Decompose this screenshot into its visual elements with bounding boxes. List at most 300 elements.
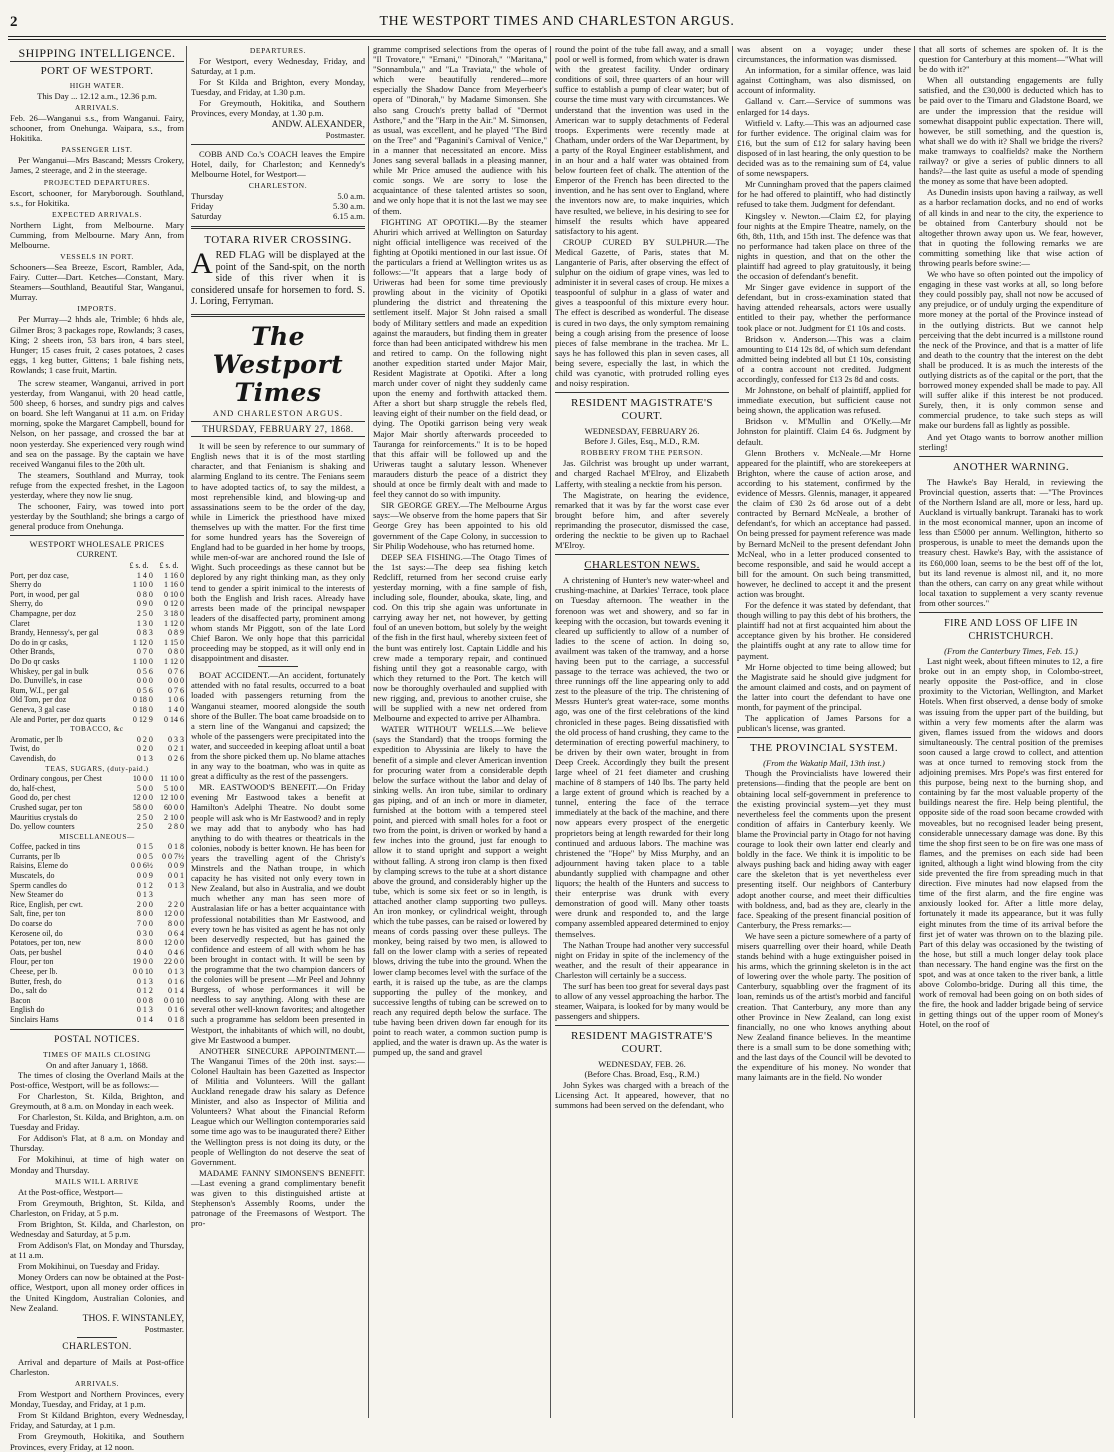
arrivals-head: ARRIVALS. [74, 103, 120, 113]
price-value: 1 10 0 [132, 580, 153, 590]
article-text: For the defence it was stated by defendant, that though willing to pay this debt of his brothers, the plaintiff had not at first acquainted him about the acceptance given by his brother. He considered the plaintiffs ought at any rate to allow time for payment. [737, 600, 911, 661]
column-1 [10, 44, 184, 1452]
price-value: 0 10 0 [164, 589, 184, 599]
price-value: 1 0 6 [168, 695, 184, 705]
shipping-news: The steamers, Southland and Murray, took refuge from the expected freshet, in the Lagoon yesterday, where they now lie snug. [10, 469, 184, 500]
price-value: 8 0 0 [168, 919, 184, 929]
price-row [10, 735, 184, 745]
price-row [10, 609, 184, 619]
price-value: 12 0 0 [132, 793, 153, 803]
leader-text: MR. EASTWOOD'S BENEFIT.—On Friday evening Mr Eastwood takes a benefit at Hamilton's Adelphi Theatre. No doubt some people will ask who is Mr Eastwood? and in reply we may add that to anybody who has had anything to do with theatres or theatricals in the colonies, nobody is better known. He has been for years the travelling agent of the Christy's Minstrels and the Nathan troupe, in which capacity he has visited not only every town in New Zealand, but also in Australia, and we doubt much whether any man has seen more of Australasian life or has a better acquaintance with professional notabilities than Mr Eastwood, and every town he has visited as agent he has not only been deservedly respected, but has gained the confidence and esteem of all with whom he has been brought in contact with. It will be seen by the programme that the two champion dancers of the colonies will be present —Mr Peel and Johnny Burgess, of whose performances it will be needless to say anything. Along with these are several other well-known favorites; and altogether such a programme has seldom been presented in Westport, the inhabitants of which will, no doubt, give Mr Eastwood a bumper. [191, 782, 365, 1045]
price-value: 0 1 3 [136, 1005, 153, 1015]
provincial-system-text: We have seen a picture somewhere of a party of misers quarrelling over their hoard, while Death stands behind with a huge extinguisher poised in his arms, which the grinning skeleton is in the act of lowering over the whole party. The position of Canterbury, squabbling over the fragment of its loan, reminds us of the artist's morbid and fanciful creation. That Canterbury, any more than any other Province in New Zealand, can long exist financially, no one who knows anything about New Zealand finance believes. In the meantime there is a small sum to be done something with; and the last days of the Council will be devoted to the expenditure of his money. No wonder that many laimants are in the field. No wonder [737, 930, 911, 1083]
coach-timetable [191, 191, 365, 221]
price-value: 1 16 0 [164, 570, 184, 580]
departures-text: For Greymouth, Hokitika, and Southern Provinces, every Monday, at 1.30 p.m. [191, 98, 365, 119]
coach-row [191, 211, 365, 221]
article-text: And yet Otago wants to borrow another million sterling! [919, 431, 1103, 452]
price-row [10, 793, 184, 803]
mails-arrive-head: MAILS WILL ARRIVE [54, 1176, 140, 1186]
price-value: 0 1 6 [168, 1005, 184, 1015]
price-row [10, 977, 184, 987]
provincial-system-text: Though the Provincialists have lowered their pretensions—finding that the people are bent on obtaining local self-government in preference to the existing provincial system—yet they must nevertheless feel the comments upon the present condition of affairs in Canterbury keenly. We blame the Provincial party in Otago for not having courage to look their own latter end clearly and boldly in the face. We think it is impolitic to be always pushing back and hiding away with eager care the skeleton that is yet nevertheless ever presenting itself. Our neighbors of Canterbury adopt another course, and meet their difficulties with boldness, and, bad as they are, clearly in the face. Speaking of the present financial position of Canterbury, the Press remarks:— [737, 768, 911, 930]
column-3 [373, 44, 547, 1422]
postal-text: For Charleston, St. Kilda, Brighton, and Greymouth, at 8 a.m. on Monday in each week. [10, 1090, 184, 1111]
price-item: Do do in qr casks, [10, 637, 68, 647]
price-row [10, 890, 184, 900]
coach-day: Saturday [191, 211, 222, 222]
provincial-system-title: THE PROVINCIAL SYSTEM. [749, 742, 899, 755]
column-rule [914, 46, 915, 1418]
price-value: 3 18 0 [164, 609, 184, 619]
price-value: 1 12 0 [164, 618, 184, 628]
price-row [10, 774, 184, 784]
price-value: 10 0 0 [132, 774, 153, 784]
imports-head: IMPORTS. [77, 304, 117, 314]
fire-text: Last night week, about fifteen minutes to 12, a fire broke out in an empty shop, in Colombo-street, nearly opposite the Post-office, and in close proximity to the Victorian, Wellington, and Market Hotels. When first observed, a dense body of smoke was issuing from the upper part of the building, but within a very few moments after the alarm was given, flames issued from the widows and doors simultaneously. The central position of the premises soon caused a large crowd to collect, and attention was at once turned to removing stock from the adjoining premises. Mrs Pope's was first entered for this purpose, being next to the burning shop, and containing by far the most valuable property of the buildings nearest the fire. Help being plentiful, the opposite side of the road soon became crowded with moveables, but no recognised leader being present, considerable unnecessary damage was done. By this time the shop first seen to be on fire was one mass of flames, and the premises on each side had been ignited, although a light wind blowing from the city side prevented the fire from spreading much in that direction. Five minutes had now elapsed from the time of the first alarm, and the fire engine was anxiously looked for. After a little more delay, fortunately it made its appearance, but it was fully eight minutes from the time of its arrival before the first jet of water was thrown on to the blazing pile. Part of this delay was occasioned by the twisting of the hose, but still a much longer delay took place than necessary. The hand engine was the first on the spot, and was at once taken to the river bank, a little above Colombo-bridge. During all this time, the work of removal had been going on on both sides of the fire, the hook and ladder brigade being of service in getting things out of the upper room of Money's Hotel, on the roof of [919, 656, 1103, 1030]
article-text: Mr Cunningham proved that the papers claimed for he had offered to plaintiff, who had distinctly refused to take them. Judgment for defendant. [737, 179, 911, 210]
divider [737, 737, 911, 738]
leader-text: MADAME FANNY SIMONSEN'S BENEFIT.—Last evening a grand complimentary benefit was given to this distinguished artiste at Stephenson's Assembly Rooms, under the patronage of the Freemasons of Westport. The pro- [191, 1167, 365, 1229]
article-text: FIGHTING AT OPOTIKI.—By the steamer Ahuriri which arrived at Wellington on Saturday night official intelligence was received of the fighting at Opotiki mentioned in our last issue. Of the particulars a friend at Wellington writes us as follows:—"It appears that a large body of Uriweras had been for some time previously prowling about in the vicinity of Opotiki plundering the district and threatening the settlement itself. Major St John raised a small body of Military settlers and made an expedition against the marauders, but finding them in greater force than had been anticipated withdrew his men and retired to camp. On the following night another expedition started under Major Mair, Resident Magistrate at Opotiki. After a long march under cover of night they suddenly came upon the enemy and forthwith attacked them. After a short but sharp struggle the rebels fled, leaving eight of their number on the field dead, or dying. The Opotiki garrison being very weak Major Mair shortly afterwards proceeded to Tauranga for reinforcements." It is to be hoped that this affair will be followed up and the Uriweras taught a salutary lesson. Whenever marauders disturb the peace of a district they should at once be firmly dealt with and made to feel they cannot do so with impunity. [373, 216, 547, 500]
masthead-subtitle: AND CHARLESTON ARGUS. [212, 408, 344, 418]
price-value: 0 12 9 [132, 714, 153, 724]
price-value: 0 4 6 [168, 947, 184, 957]
price-value: 0 7 0 [136, 647, 153, 657]
price-row [10, 667, 184, 677]
article-text: was absent on a voyage; under these circumstances, the information was dismissed. [737, 44, 911, 65]
coach-time: 6.15 a.m. [333, 211, 365, 222]
price-item: Do Do qr casks [10, 657, 60, 666]
rm-case-head: ROBBERY FROM THE PERSON. [580, 448, 704, 458]
divider [77, 1337, 117, 1338]
price-category-label: TOBACCO, &c [70, 725, 124, 734]
price-item: Cavendish, do [10, 753, 56, 763]
price-value: 0 1 2 [136, 880, 153, 890]
price-item: do, half-chest, [10, 783, 56, 793]
price-value: 0 0 7½ [162, 851, 184, 861]
price-row [10, 861, 184, 871]
divider [555, 1025, 729, 1026]
price-value: 7 0 0 [136, 919, 153, 929]
price-item: Salt, fine, per ton [10, 909, 66, 919]
postal-signature: THOS. F. WINSTANLEY, [82, 1313, 184, 1324]
divider [191, 144, 365, 145]
price-value: 2 5 0 [136, 822, 153, 832]
postal-text: The times of closing the Overland Mails at the Post-office, Westport, will be as follows:— [10, 1069, 184, 1090]
postal-text: For Addison's Flat, at 8 a.m. on Monday and Thursday. [10, 1133, 184, 1154]
postal-text: From Addison's Flat, on Monday and Thursday, at 11 a.m. [10, 1240, 184, 1261]
departures-head: DEPARTURES. [249, 46, 307, 55]
price-value: 0 6 4 [168, 928, 184, 938]
price-value: 5 10 0 [164, 783, 184, 793]
price-value: 0 9 0 [136, 599, 153, 609]
price-item: Sinclairs Hams [10, 1014, 59, 1024]
leader-text: BOAT ACCIDENT.—An accident, fortunately attended with no fatal results, occurred to a boat loaded with passengers returning from the Wanganui steamer, moored alongside the south shore of the Buller. The boat came broadside on to a stern line of the Wanganui and capsized; the whole of the passengers were precipitated into the water, and succeeded in keeping afloat until a boat from the shore picked them up. No blame attaches in any way to the boatman, who was in quite as great a difficulty as the rest of the passengers. [191, 670, 365, 782]
price-category [10, 724, 184, 735]
departures-text: For St Kilda and Brighton, every Monday, Tuesday, and Friday, at 1.30 p.m. [191, 77, 365, 98]
page-number: 2 [10, 14, 18, 30]
column-rule [368, 46, 369, 1418]
coach-row [191, 191, 365, 201]
price-item: Coffee, packed in tins [10, 842, 81, 852]
coach-row [191, 201, 365, 211]
postal-sub2: On and after January 1, 1868. [46, 1059, 148, 1070]
price-value: 0 1 5 [136, 842, 153, 852]
price-item: Rum, W.I., per gal [10, 685, 69, 695]
price-row [10, 590, 184, 600]
price-value: 0 1 8 [168, 1014, 184, 1024]
article-text: When all outstanding engagements are fully satisfied, and the £30,000 is deducted which has to be paid over to the Timaru and Gladstone Board, we are under the impression that the residue will somewhat disappoint public expectation. There will, however, be still something, and the question is, what shall we do with it? Shall we bridge the rivers? make tramways to coalfields? make the Northern railway? or give a series of public dinners to all hands?—the last quite as useful a mode of spending the money as some that have been adopted. [919, 75, 1103, 187]
price-row [10, 938, 184, 948]
expected-text: Northern Light, from Melbourne. Mary Cumming, from Melbourne. Mary Ann, from Melbourne. [10, 219, 184, 250]
price-value: 0 2 0 [136, 734, 153, 744]
price-value: 0 3 3 [168, 734, 184, 744]
column-rule [550, 46, 551, 1418]
price-value: 0 1 3 [168, 880, 184, 890]
price-category-label: TEAS, SUGARS, (duty-paid.) [45, 764, 149, 773]
price-item: Rice, English, per cwt. [10, 899, 83, 909]
rm-court-text: The Magistrate, on hearing the evidence, remarked that it was by far the worst case ever brought before him, and after severely reprimanding the prosecutor, dismissed the case, ordering the necktie to be given up to Rachael M'Elroy. [555, 489, 729, 551]
rm2-court-before: (Before Chas. Broad, Esq., R.M.) [584, 1069, 700, 1080]
price-value: 0 0 10 [164, 995, 184, 1005]
price-item: Flour, per ton [10, 957, 54, 967]
price-value: 58 0 0 [132, 802, 153, 812]
price-value: 1 4 0 [168, 704, 184, 714]
price-item: Champagne, per doz [10, 609, 76, 619]
article-text: round the point of the tube fall away, and a small pool or well is formed, from which water is drawn with the greatest facility. Under ordinary conditions of soil, three quarters of an hour will suffice to establish a pump of clear water; but of course the time must vary with circumstances. We understand that the invention was used in the American war to supply detachments of Federal troops. Experiments were recently made at Chatham, under orders of the War Department, by a party of the Royal Engineer establishment, and in an hour and a half water was obtained from below fourteen feet of chalk. The attention of the Emperor of the French has been directed to the invention, and he has sent over to England, where the inventors now are, to make inquiries, which have resulted, we believe, in his desiring to see for himself the results which have appeared satisfactory to his agent. [555, 44, 729, 236]
rm2-court-date: WEDNESDAY, FEB. 26. [598, 1059, 686, 1070]
postal-text: From Mokihinui, on Tuesday and Friday. [18, 1261, 160, 1272]
price-row [10, 619, 184, 629]
price-category [10, 764, 184, 775]
projected-head: PROJECTED DEPARTURES. [43, 177, 151, 187]
rm-court-before: Before J. Giles, Esq., M.D., R.M. [584, 436, 700, 447]
price-value: 2 5 0 [136, 812, 153, 822]
shipping-news: The schooner, Fairy, was towed into port yesterday by the Southland; she brings a cargo of general produce from Onehunga. [10, 501, 184, 532]
fire-source: (From the Canterbury Times, Feb. 15.) [944, 645, 1078, 656]
price-row [10, 695, 184, 705]
price-row [10, 676, 184, 686]
postal-text: Money Orders can now be obtained at the Post-office, Westport, upon all money order offices in the United Kingdom, Australian Colonies, and New Zealand. [10, 1272, 184, 1313]
price-value: 8 0 0 [136, 909, 153, 919]
charleston-news-text: The surf has been too great for several days past to allow of any vessel approaching the harbor. The steamer, Waipara, is looked for by many would be passengers and shippers. [555, 980, 729, 1022]
another-warning-text: The Hawke's Bay Herald, in reviewing the Provincial question, asserts that: —"The Provinces of the Northern Island are all, more or less, hard up. Auckland is virtually bankrupt. Taranaki has to work in the most economical manner, upon an income of less than £5000 per annum. Wellington, hitherto so prosperous, is unable to meet the demands upon the treasury chest. Hawke's Bay, with the assistance of its £60,000 loan, seems to be the best off of the lot, but its land revenue is almost nil, and it, no more than the others, can carry on any great while without local taxation to supplement a very scanty revenue from other sources." [919, 476, 1103, 608]
price-value: 2 5 0 [136, 609, 153, 619]
price-row [10, 599, 184, 609]
divider [191, 314, 365, 317]
charleston-arrivals-head: ARRIVALS. [74, 1379, 120, 1389]
price-row [10, 929, 184, 939]
price-item: Brandy, Hennessy's, per gal [10, 628, 99, 638]
price-item: Port, in wood, per gal [10, 589, 80, 599]
coach-head: CHARLESTON. [248, 181, 308, 191]
price-item: Cheese, per lb. [10, 967, 58, 976]
postal-text: For Charleston, St. Kilda, and Brighton, a.m. on Tuesday and Friday. [10, 1112, 184, 1133]
prices-title: WESTPORT WHOLESALE PRICES [29, 540, 165, 550]
price-item: English do [10, 1005, 45, 1015]
divider [555, 392, 729, 393]
page-header [0, 0, 1114, 44]
price-item: Sherry do [10, 580, 42, 590]
price-item: Potatoes, per ton, new [10, 938, 81, 948]
price-row [10, 986, 184, 996]
price-item: Twist, do [10, 744, 40, 754]
price-item: Ale and Porter, per doz quarts [10, 714, 106, 724]
price-row [10, 967, 184, 977]
price-value: 0 7 6 [168, 666, 184, 676]
price-value: 0 5 6 [136, 666, 153, 676]
rm-court-title: RESIDENT MAGISTRATE'S COURT. [571, 397, 713, 423]
price-item: Do. Dunville's, in case [10, 676, 83, 686]
leader-text: ANOTHER SINECURE APPOINTMENT.—The Wanganui Times of the 20th inst. says:—Colonel Haultain has been Gazetted as Inspector of Militia and Volunteers. Will the gallant Auckland renegade draw his salary as Defence Minister, and also as Inspector of Militia and Volunteers? What about the Financial Reform League which our Wellington contemporaries said some time ago was to be inaugurated there? Either the Wellington press is not doing its duty, or the people of Wellington do not deserve the seat of Government. [191, 1045, 365, 1167]
price-row [10, 744, 184, 754]
postal-title: POSTAL NOTICES. [54, 1034, 140, 1045]
price-value: 19 0 0 [132, 957, 153, 967]
passenger-head: PASSENGER LIST. [61, 145, 133, 155]
leader-text: It will be seen by reference to our summary of English news that it is of the most startling character, and that Fenianism is shaking and alarming England to its centre. The Fenians seem to have adopted tactics of, to say the mildest, a most reprehensible kind, and blowing-up and assassinations seem to be the order of the day, while in Limerick the priesthood have mixed themselves up with the matter. For the first time for some hundred years has the Sovereign of England had to be guarded in her home by troops, while men-of-war are anchored round the Isle of Wight. Such proceedings as these cannot but be deplored by any right thinking man, as they only tend to gender a spirit inimical to the interests of both the English and Irish races. Already have arrests been made of the principal newspaper leaders of the disaffected party, prominent among whom stands Mr Piggott, son of the late Lord Chief Baron. We only hope that this parricidal proceeding may be stopped, as it will only end in disappointment and disaster. [191, 441, 365, 664]
departures-signature: ANDW. ALEXANDER, [271, 119, 365, 130]
price-value: 12 10 0 [160, 793, 184, 803]
charleston-text: Arrival and departure of Mails at Post-office Charleston. [10, 1356, 184, 1377]
masthead [191, 323, 365, 418]
price-item: Kerosene oil, do [10, 928, 63, 938]
price-value: 5 0 0 [136, 783, 153, 793]
price-item: Claret [10, 618, 30, 628]
article-text: CROUP CURED BY SULPHUR.—The Medical Gazette, of Paris, states that M. Langanterie of Paris, after observing the effect of sulphur on the oidium of grape vines, was led to administer it in several cases of croup. He mixes a teaspoonful of sulphur in a glass of water and gives a teaspoonful of this mixture every hour. The effect is described as wonderful. The disease is cured in two days, the only symptom remaining being a cough arising from the presence of loose pieces of false membrane in the trachea. Mr L. says he has followed this plan in seven cases, all being severe, especially the last, in which the child was cyanotic, with protruded rolling eyes and noisy respiration. [555, 236, 729, 389]
price-value: 12 0 0 [164, 938, 184, 948]
price-item: Sperm candles do [10, 880, 67, 890]
price-row [10, 996, 184, 1006]
shipping-title: SHIPPING INTELLIGENCE. [10, 46, 184, 62]
price-item: Do coarse do [10, 919, 53, 929]
price-row [10, 657, 184, 667]
totara-text: RED FLAG will be displayed at the point of the Sand-spit, on the north side of this river when it is considered unsafe for horsemen to ford. S. J. Loring, Ferryman. [191, 250, 365, 308]
price-row [10, 813, 184, 823]
price-row [10, 803, 184, 813]
column-rule [186, 46, 187, 1418]
divider [191, 226, 365, 229]
price-row [10, 754, 184, 764]
high-water-head: HIGH WATER. [69, 81, 125, 90]
price-row [10, 919, 184, 929]
price-item: New Steamer do [10, 890, 64, 900]
price-row [10, 842, 184, 852]
price-category [10, 832, 184, 843]
prices-subtitle: CURRENT. [76, 550, 118, 560]
article-text: DEEP SEA FISHING.—The Otago Times of the 1st says:—The deep sea fishing ketch Redcliff, returned from her second cruise early yesterday morning, with a fine sample of fish, including sole, flounder, abouka, skate, ling, and cod. On this trip she again was unfortunate in carrying away her net, not however, by getting foul of an uneven bottom, but solely by the weight of the fish in the first haul, whereby sixteen feet of the bunt was entirely lost. Captain Liddle and his crew made a temporary repair, and continued fishing until they got a reasonable cargo, with which they returned to the Port. The ketch will now be thoroughly overhauled and supplied with new rigging, and, previous to another cruise, she will be supplied with a new net ordered from Melbourne and expected to arrive per Alhambra. [373, 551, 547, 724]
price-value: 0 3 0 [136, 928, 153, 938]
column-4 [555, 44, 729, 1422]
price-item: Old Tom, per doz [10, 695, 67, 705]
price-value: 0 12 0 [164, 599, 184, 609]
price-row [10, 628, 184, 638]
divider [555, 554, 729, 555]
price-value: 0 1 4 [136, 1014, 153, 1024]
charleston-title: CHARLESTON. [62, 1341, 132, 1352]
price-value: 0 8 0 [136, 589, 153, 599]
postal-text: From Brighton, St. Kilda, and Charleston, on Wednesday and Saturday, at 5 p.m. [10, 1218, 184, 1239]
postal-signature-role: Postmaster. [144, 1323, 184, 1334]
rm-court-text: Jas. Gilchrist was brought up under warrant, and charged Rachael M'Elroy, and Elizabeth Lafferty, with stealing a necktie from his person. [555, 458, 729, 489]
price-row [10, 871, 184, 881]
price-row [10, 686, 184, 696]
price-value: 0 8 0 [168, 647, 184, 657]
price-item: Port, per doz case, [10, 570, 69, 580]
price-value: 0 8 3 [136, 628, 153, 638]
price-column-head: £ s. d. [129, 560, 149, 570]
price-row [10, 957, 184, 967]
price-item: Muscatels, do [10, 871, 55, 881]
price-value: 0 0 5 [136, 851, 153, 861]
price-item: Other Brands, [10, 647, 55, 657]
article-text: WATER WITHOUT WELLS.—We believe (says the Standard) that the troops forming the expedition to Abyssinia are likely to have the benefit of a simple and clever American invention for procuring water from a considerable depth below the surface without the labor and delay of sinking wells. An iron tube, similar to ordinary gas piping, and of an inch or more in diameter, furnished at the bottom with a tempered steel point, and pierced with small holes for a foot or two from the point, is driven or worked by hand a few inches into the ground, just far enough to allow it to stand upright and support a weight without falling. A strong iron clamp is then fixed by clamping screws to the tube at a short distance above the ground, and considerably higher up the tube, which is some six feet or so in length, is attached another clamp supporting two pulleys. An iron monkey, or cylindrical weight, through which the tube passes, can be raised or lowered by means of cords passing over these pulleys. The monkey, being raised by two men, is allowed to fall on the lower clamp with a series of repeated blows, driving the tube into the ground. When the lower clamp becomes level with the surface of the earth, it is raised up the tube, as are the clamps supporting the pulley of the monkey, and successive lengths of tubing can be screwed on to reach any required depth below the surface. The tube having been driven down far enough for its point to reach water, a common suction pump is applied, and the water is drawn up. As the water is pumped up, the sand and gravel [373, 724, 547, 1058]
column-rule [732, 46, 733, 1418]
article-text: Witfield v. Lafty.—This was an adjourned case for further evidence. The original claim was for £16, but the sum of £12 for salary having been disposed of in last hearing, the only question to be decided was as to the remaining sum of £4, value of some newspapers. [737, 117, 911, 179]
price-value: 0 1 3 [168, 967, 184, 976]
price-row [10, 580, 184, 590]
header-rule [8, 36, 1106, 37]
price-row [10, 1005, 184, 1015]
postal-sub: TIMES OF MAILS CLOSING [43, 1049, 151, 1059]
price-item: Whiskey, per gal in bulk [10, 666, 89, 676]
price-row [10, 852, 184, 862]
article-text: An information, for a similar offence, was laid against Cottingham, was also dismissed, on account of informality. [737, 65, 911, 96]
price-row [10, 1015, 184, 1025]
price-value: 0 1 3 [136, 753, 153, 763]
article-text: We who have so often pointed out the impolicy of engaging in these vast works at all, so long before they could possibly pay, shall not now be accused of any prejudice, or of unduly urging the expenditure of more money at the portal of the Province instead of in the outlying districts. But we cannot help perceiving that the debt incurred is a millstone round the neck of the Province, and that is a matter of life and death to the country that the interest on the debt shall be produced. It is as much the interests of the outlying districts as of the capital or the port, that the borrowed money expended shall be made to pay. All will suffer alike if this interest be not produced. Surely, then, it is only common sense and commercial prudence, to take such steps as will make our burdens fall as lightly as possible. [919, 269, 1103, 431]
price-value: 0 4 0 [136, 947, 153, 957]
price-value: 0 8 9 [168, 628, 184, 638]
price-value: 0 0 0 [168, 676, 184, 686]
article-text: Bridson v. M'Mullin and O'Kelly.—Mr Johnston for plaintiff. Claim £4 6s. Judgment by default. [737, 416, 911, 447]
price-value: 2 2 0 [168, 899, 184, 909]
price-value: 0 0 10 [132, 967, 153, 976]
coach-time: 5.0 a.m. [337, 191, 365, 202]
price-item: Raisins, Eleme do [10, 861, 68, 871]
article-text: Mr Johnstone, on behalf of plaintiff, applied for immediate execution, but sufficient cause not being shown, the application was refused. [737, 385, 911, 416]
price-row [10, 638, 184, 648]
price-value: 0 2 0 [136, 744, 153, 754]
article-text: Mr Singer gave evidence in support of the defendant, but in cross-examination stated that having attended rehearsals, actors were usually entitled to their pay, whether the performance took place or not. Judgment for £1 10s and costs. [737, 282, 911, 333]
divider [10, 535, 184, 536]
fire-title: FIRE AND LOSS OF LIFE IN CHRISTCHURCH. [944, 617, 1078, 642]
departures-signature-role: Postmaster. [325, 129, 365, 140]
column-5 [737, 44, 911, 1422]
price-value: 1 15 0 [164, 637, 184, 647]
price-item: Sherry, do [10, 599, 43, 609]
price-row [10, 647, 184, 657]
price-value: 0 14 6 [164, 714, 184, 724]
passenger-text: Per Wanganui—Mrs Bascand; Messrs Crokery, James, 2 steerage, and 2 in the steerage. [10, 155, 184, 176]
price-value: 1 12 0 [164, 657, 184, 666]
price-value: 0 2 6 [168, 753, 184, 763]
price-value: 11 10 0 [160, 774, 184, 784]
drop-cap: A [191, 247, 213, 281]
price-category-label: MISCELLANEOUS— [59, 832, 135, 841]
price-row [10, 571, 184, 581]
charleston-news-title: CHARLESTON NEWS. [584, 559, 700, 572]
article-text: Bridson v. Anderson.—This was a claim amounting to £14 12s 8d, of which sum defendant admitted being indebted all but £1 10s, consisting of a contra account not credited. Judgment accordingly, confessed for £13 2s 8d and costs. [737, 333, 911, 384]
charleston-news-text: A christening of Hunter's new water-wheel and crushing-machine, at Darkies' Terrace, took place on Tuesday afternoon. The weather in the forenoon was wet and showery, and so far in keeping with the occasion, but towards evening it cleared up sufficiently to allow of a number of ladies to the scene of action. In doing so, availment was taken of the tramway, and a horse having been put to the carriage, a successful passage to the terrace was achieved, the two or three runnings off the line appearing only to add zest to the pleasure of the trip. The christening of Messrs Hunter's great water-race, some months ago, was one of the first celebrations of the kind chronicled in these pages. Being dissatisfied with the old process of hand crushing, they came to the determination of erecting powerful machinery, to be driven by their own water, brought in from Deep Creek. Accordingly they built the present large wheel of 21 feet diameter and crushing machine of 8 stampers of 140 lbs. The party held a large extent of ground which is reached by a tunnel, entering the face of the terrace immediately at the back of the machine, and there now appears every prospect of the energetic proprietors being at length rewarded for their long continued and arduous labors. The machine was christened the "Hope" by Miss Murphy, and an adjournment having taken place to a table abundantly supplied with champagne and other liquors; the health of the Hunters and success to their enterprise was drunk with every demonstration of good will. Many other toasts were drunk and responded to, and the large company assembled appeared determined to enjoy themselves. [555, 575, 729, 939]
another-warning-title: ANOTHER WARNING. [952, 460, 1070, 473]
price-value: 0 0 9 [168, 861, 184, 871]
vessels-text: Schooners—Sea Breeze, Escort, Rambler, Ada, Fairy. Cutter—Dart. Ketches—Constant, Mary. Steamers—Southland, Beautiful Star, Wanganui, Murray. [10, 262, 184, 303]
totara-notice [191, 247, 365, 308]
high-water: This Day ... 12.12 a.m., 12.36 p.m. [37, 91, 157, 101]
postal-text: From Greymouth, Brighton, St. Kilda, and Charleston, on Friday, at 5 p.m. [10, 1197, 184, 1218]
charleston-text: From St Kildand Brighton, every Wednesday, Friday, and Saturday, at 1 p.m. [10, 1410, 184, 1431]
price-row [10, 705, 184, 715]
column-2 [191, 44, 365, 1422]
coach-time: 5.30 a.m. [333, 201, 365, 212]
price-item: Good do, per chest [10, 793, 71, 803]
arrivals-text: Feb. 26—Wanganui s.s., from Wanganui. Fairy, schooner, from Onehunga. Waipara, s.s., from Hokitika. [10, 113, 184, 144]
price-item: Ordinary congous, per Chest [10, 774, 102, 784]
running-title: THE WESTPORT TIMES AND CHARLESTON ARGUS. [379, 14, 735, 29]
postal-text: At the Post-office, Westport— [18, 1186, 123, 1197]
price-item: Currants, per lb [10, 851, 60, 861]
divider [10, 1029, 184, 1030]
price-item: Oats, per bushel [10, 947, 62, 957]
column-6 [919, 44, 1103, 1422]
article-text: Galland v. Carr.—Service of summons was enlarged for 14 days. [737, 96, 911, 117]
price-value: 0 1 8 [168, 842, 184, 852]
price-item: Do. yellow counters [10, 822, 75, 832]
article-text: Mr Horne objected to time being allowed; but the Magistrate said he should give judgment for the amount claimed and costs, and on payment of the latter into court the defendant to have one month, for payment of the principal. [737, 661, 911, 712]
rm2-court-title: RESIDENT MAGISTRATE'S COURT. [571, 1030, 713, 1056]
article-text: Glenn Brothers v. McNeale.—Mr Horne appeared for the plaintiff, who are storekeepers at Brighton, where the cause of action arose, and according to his statement, confirmed by the evidence of Messrs. Glennis, manager, it appeared the claim of £30 2s 6d arose out of a debt contracted by Bernard McNeale, a brother of defendant's, for which an acceptance had passed. On being pressed for payment reference was made by Bernard McNeil to the present defendant John McNeal, who in a letter produced consented to become responsible, and said he would accept a bill for the amount. On such being transmitted, however, he declined to accept it and the present action was brought. [737, 447, 911, 599]
price-value: 0 7 6 [168, 685, 184, 695]
departures-text: For Westport, every Wednesday, Friday, and Saturday, at 1 p.m. [191, 56, 365, 77]
article-text: gramme comprised selections from the operas of "Il Trovatore," "Ernani," "Dinorah," "Maritana," "Sonnambula," and "La Traviata," the whole of which were beautifully rendered—more especially the Shadow Dance from Meyerbeer's opera of "Dinorah," by Madame Simonsen. She also sang Crouch's pretty ballad of "Dermot Asthore," and the "Harp in the Air." M. Simonsen, as usual, was excellent, and he played "The Bird on the Tree" and "Paganini's Carnival of Venice," in a manner that necessitated an encore. Miss Jones sang several ballads in a pleasing manner, while Mr Price amused the audience with his comic songs. We are sorry to lose the acquaintance of these talented artistes so soon, and we only hope that it is not the last we may see of them. [373, 44, 547, 216]
price-value: 2 8 0 [168, 822, 184, 832]
price-value: 1 4 0 [136, 570, 153, 580]
price-value: 60 0 0 [164, 802, 184, 812]
charleston-text: From Westport and Northern Provinces, every Monday, Tuesday, and Friday, at 1 p.m. [10, 1389, 184, 1410]
totara-title: TOTARA RIVER CROSSING. [204, 234, 352, 247]
price-item: Bacon [10, 995, 31, 1005]
article-text: that all sorts of schemes are spoken of. It is the question for Canterbury at this moment—"What will be do with it?" [919, 44, 1103, 75]
projected-text: Escort, schooner, for Maryborough. Southland, s.s., for Hokitika. [10, 187, 184, 208]
price-value: 0 1 2 [136, 986, 153, 996]
price-value: 0 18 0 [132, 704, 153, 714]
divider [258, 666, 298, 667]
article-text: SIR GEORGE GREY.—The Melbourne Argus says:—We observe from the home papers that Sir George Grey has been appointed to his old government of the Cape Colony, in succession to Sir Philip Wodehouse, who has returned home. [373, 500, 547, 551]
price-row [10, 822, 184, 832]
charleston-news-text: The Nathan Troupe had another very successful night on Friday in spite of the inclemency of the weather, and the result of their appearance in Charleston will certainly be a success. [555, 939, 729, 980]
price-row [10, 715, 184, 725]
imports-text: Per Murray—2 hhds ale, Trimble; 6 hhds ale, Gilmer Bros; 3 packages rope, Rowlands; 3 cases, King; 2 sheets iron, 53 bars iron, 4 bars steel, Hunger; 15 cases fruit, 2 cases potatoes, 2 cases eggs, 1 keg butter, Gittens; 1 bale fishing nets, Rowlands; 1 case fruit, Martin. [10, 314, 184, 375]
coach-day: Friday [191, 201, 214, 212]
price-value: 0 0 6½ [130, 861, 153, 871]
price-value: 0 1 6 [168, 976, 184, 986]
price-row [10, 900, 184, 910]
provincial-system-source: (From the Wakatip Mail, 13th inst.) [763, 758, 885, 769]
price-value: 0 1 3 [136, 890, 153, 900]
price-value: 0 0 0 [136, 676, 153, 686]
price-item: Geneva, 3 gal case [10, 704, 70, 714]
price-value: 2 10 0 [164, 812, 184, 822]
price-value: 8 0 0 [136, 938, 153, 948]
price-value: 0 18 0 [132, 695, 153, 705]
postal-text: For Mokihinui, at time of high water on Monday and Thursday. [10, 1154, 184, 1175]
price-value: 0 5 6 [136, 685, 153, 695]
vessels-head: VESSELS IN PORT. [60, 252, 134, 262]
price-value: 22 0 0 [164, 957, 184, 967]
price-row [10, 948, 184, 958]
prices-table [10, 571, 184, 1025]
